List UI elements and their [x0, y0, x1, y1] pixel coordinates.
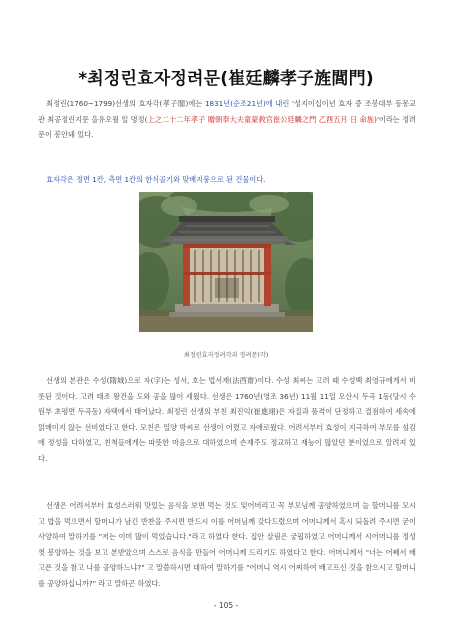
intro-hanja-inscription: 上之二十二年孝子 贈朝奉大夫童蒙敎官崔公廷麟之門 乙酉五月 日 命旌	[147, 114, 375, 124]
body-paragraph-1: 선생의 본관은 수성(隋城)으로 자(字)는 성서, 호는 법서재(法西齋)이다. 수성 최씨는 고려 때 수성백 최영규에게서 비롯된 것이다. 고려 태조 왕건을 도와 공을 많이 세웠다. 선생은 1760년(영조 36년) 11월 11일 오산시 두곡 1동(당시 수원부 초평면 두곡동) 자택에서 태어났다. 최정린 선생의 부친 최진익(崔進翊)은 자질과 품격이 단정하고 결점하여 세속에 얽매이지 않는 선비였다고 한다. 모친은 밀양 박씨로 선생이 어렸고 자애로웠다. 어려서부터 효성이 지극하여 부모를 섬김에 정성을 다하였고, 친척들에게는 따뜻한 마음으로 대하였으며 손재주도 정교하고 재능이 많았던 분이었으로 알려져 있다.	[38, 376, 416, 463]
shrine-photo	[139, 192, 313, 332]
intro-text-a: 최정린(1760~1799)선생의 효자각(孝子閣)에는	[46, 99, 205, 108]
intro-building-paragraph	[38, 174, 416, 186]
photo-caption: 최정린효자정려각과 정려문(각)	[183, 352, 269, 359]
intro-building-text: 효자각은 정면 1칸, 측면 1칸의 한식골기와 맞배지붕으로 된 건물이다.	[46, 175, 266, 184]
intro-paragraph	[38, 96, 416, 143]
page-number: - 105 -	[213, 601, 239, 610]
page-title: *최정린효자정려문(崔廷麟孝子旌閭門)	[78, 69, 374, 89]
intro-text-b: '성지이십이년 효자 증 조봉대부 동몽교관 최공정린지문 을유오월 일 명정(	[38, 99, 416, 124]
body-paragraph-2: 선생은 어려서부터 효성스러워 맛있는 음식을 보면 먹는 것도 잊어버리고 꼭 부모님께 공양하였으며 늘 할머니를 모시고 밥을 먹으면서 할머니가 남긴 반찬을 주시면 반드시 이를 어머님께 갖다드렸으며 어머니께서 혹시 되돌려 주시면 굳이 사양하여 말하기를 "저는 이미 많이 먹었습니다."라고 하였다 한다. 집안 살림은 궁핍하였고 어머니께서 시어머니를 정성껏 봉양하는 것을 보고 본받았으며 스스로 음식을 만들어 어머니께 드리기도 하였다고 한다. 어머니께서 "너는 어째서 배고픈 것을 참고 나를 공양하느냐?" 고 말씀하시면 대하여 말하기를 "어머니 역시 어찌하여 배고프신 것을 참으시고 할머니를 공양하십니까?" 라고 말하곤 하였다.	[38, 501, 416, 588]
shrine-photo-illustration	[139, 192, 313, 332]
intro-text-c: )'이라는 정려문이 봉안돼 있다.	[38, 114, 416, 139]
intro-date: 1831년(순조21년)에 내린	[204, 99, 290, 108]
